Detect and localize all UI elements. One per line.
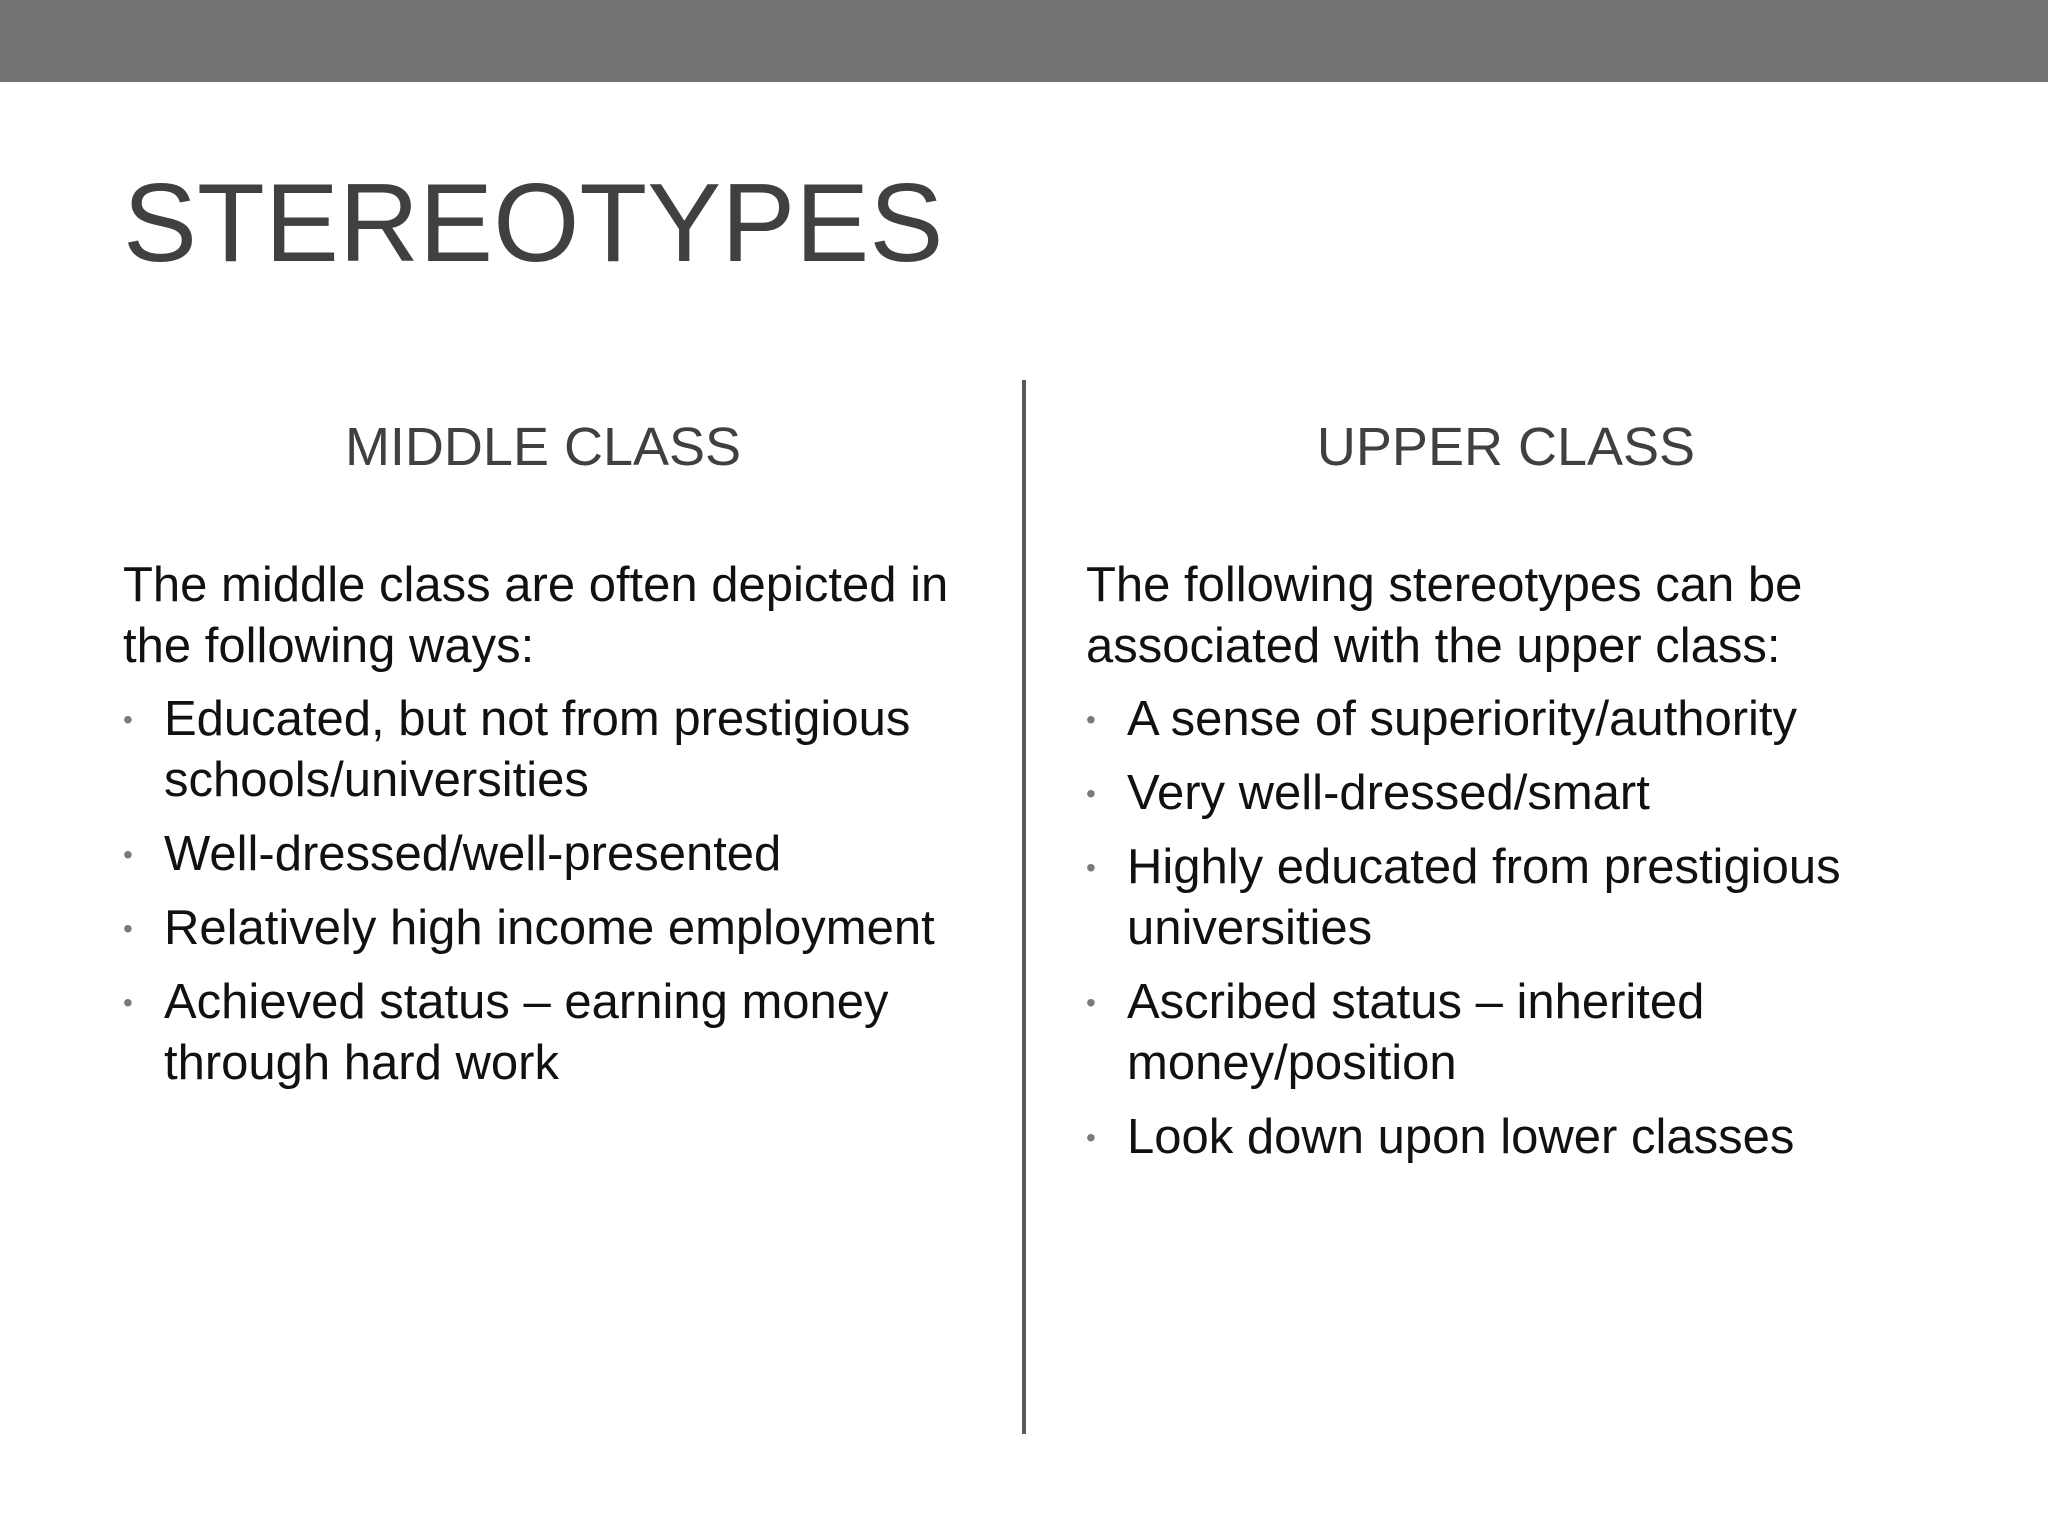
- top-banner-bar: [0, 0, 2048, 82]
- slide-title: STEREOTYPES: [123, 161, 944, 285]
- list-item-text: Well-dressed/well-presented: [164, 827, 782, 881]
- list-item-text: Educated, but not from prestigious schools/universities: [164, 692, 911, 807]
- list-item: [1086, 1107, 1986, 1168]
- bullet-icon: •: [123, 839, 133, 870]
- list-item-text: Ascribed status – inherited money/position: [1127, 975, 1705, 1090]
- list-item-text: Achieved status – earning money through hard work: [164, 975, 889, 1090]
- list-item-text: A sense of superiority/authority: [1127, 692, 1798, 746]
- bullet-icon: •: [1086, 1122, 1096, 1153]
- upper-class-list: [1086, 689, 1986, 1168]
- list-item-text: Highly educated from prestigious universities: [1127, 840, 1841, 955]
- list-item: [1086, 763, 1986, 824]
- list-item-text: Very well-dressed/smart: [1127, 766, 1650, 820]
- list-item: [123, 898, 973, 959]
- column-divider: [1022, 380, 1026, 1434]
- upper-class-intro: The following stereotypes can be associated with the upper class:: [1086, 558, 1803, 673]
- middle-class-heading: MIDDLE CLASS: [344, 417, 742, 477]
- list-item: [123, 824, 973, 885]
- upper-class-column: [1086, 417, 1986, 1181]
- bullet-icon: •: [1086, 852, 1096, 883]
- bullet-icon: •: [1086, 704, 1096, 735]
- list-item: [1086, 689, 1986, 750]
- bullet-icon: •: [1086, 987, 1096, 1018]
- list-item-text: Look down upon lower classes: [1127, 1110, 1795, 1164]
- bullet-icon: •: [123, 704, 133, 735]
- list-item: [1086, 837, 1986, 959]
- list-item: [123, 972, 973, 1094]
- list-item: [1086, 972, 1986, 1094]
- middle-class-intro: The middle class are often depicted in the following ways:: [123, 558, 949, 673]
- bullet-icon: •: [1086, 778, 1096, 809]
- bullet-icon: •: [123, 987, 133, 1018]
- bullet-icon: •: [123, 913, 133, 944]
- upper-class-heading: UPPER CLASS: [1316, 417, 1696, 477]
- list-item-text: Relatively high income employment: [164, 901, 935, 955]
- middle-class-column: [123, 417, 973, 1107]
- list-item: [123, 689, 973, 811]
- middle-class-list: [123, 689, 973, 1094]
